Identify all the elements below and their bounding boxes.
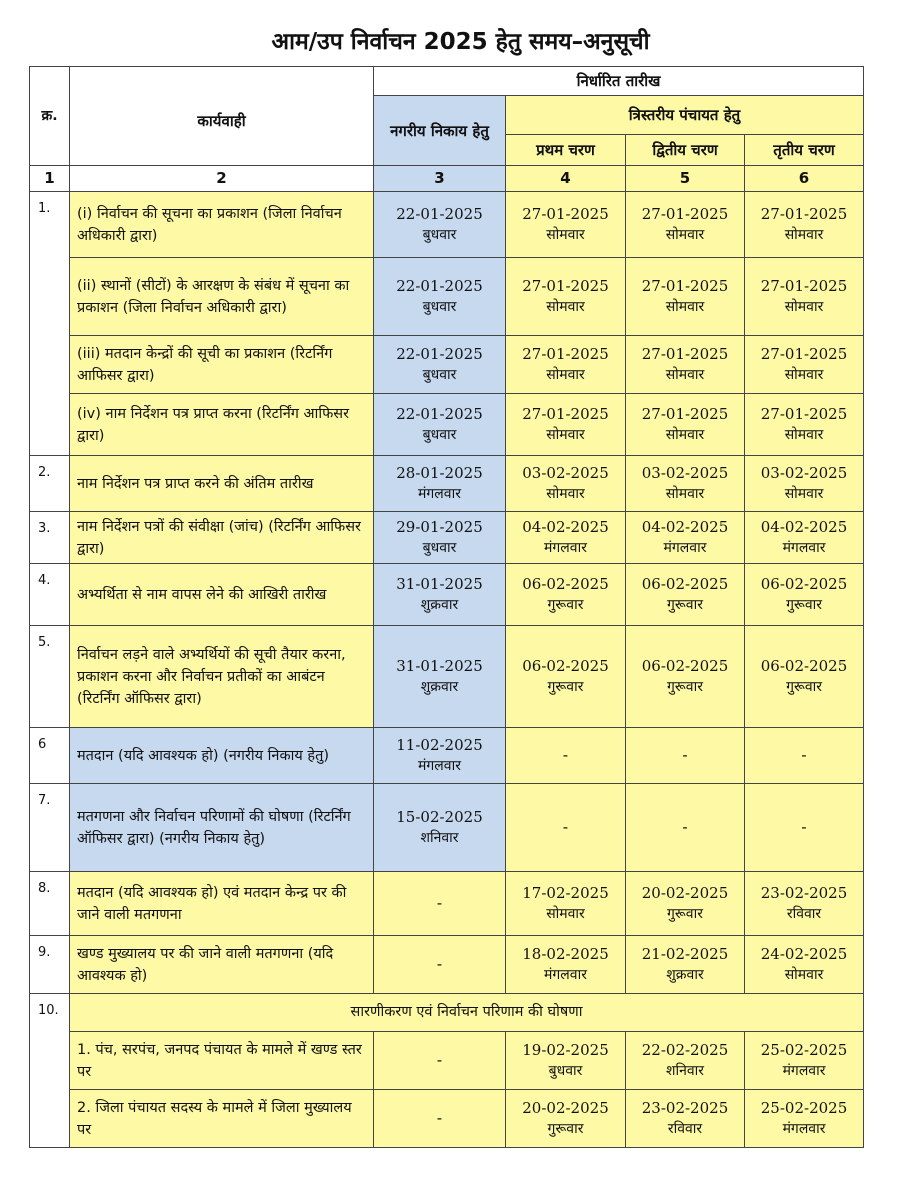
weekday-value: मंगलवार [782, 1120, 826, 1137]
date-value: 27-01-2025 [522, 344, 609, 363]
action-text: निर्वाचन लड़ने वाले अभ्यर्थियों की सूची तैयार करना, प्रकाशन करना और निर्वाचन प्रतीकों का आबंटन (रिटर्निंग ऑफिसर द्वारा) [70, 626, 374, 728]
phase2-date-cell [626, 512, 745, 564]
weekday-value: सोमवार [784, 366, 824, 383]
phase3-date-cell [745, 258, 864, 336]
date-value: 22-01-2025 [396, 276, 483, 295]
phase2-date-cell [626, 394, 745, 456]
phase1-date-cell [506, 456, 626, 512]
table-row [30, 728, 864, 784]
urban-date-cell: - [374, 872, 506, 936]
serial-number: 1. [30, 192, 70, 456]
date-value: 18-02-2025 [522, 944, 609, 963]
header-fixed-dates: निर्धारित तारीख [374, 67, 864, 96]
date-value: 23-02-2025 [760, 883, 848, 902]
date-value: 28-01-2025 [396, 463, 483, 482]
date-value: 19-02-2025 [522, 1040, 609, 1059]
phase3-date-cell [745, 1032, 864, 1090]
col-number: 2 [70, 166, 374, 192]
weekday-value: सोमवार [546, 226, 585, 243]
serial-number: 6 [30, 728, 70, 784]
table-row [30, 512, 864, 564]
table-row [30, 394, 864, 456]
urban-date-cell: - [374, 936, 506, 994]
date-value: 17-02-2025 [522, 883, 609, 902]
phase2-date-cell [626, 1090, 745, 1148]
phase1-date-cell [506, 512, 626, 564]
date-value: 27-01-2025 [522, 276, 609, 295]
table-row [30, 336, 864, 394]
weekday-value: सोमवार [784, 966, 824, 983]
date-value: 25-02-2025 [760, 1040, 848, 1059]
weekday-value: सोमवार [784, 485, 824, 502]
urban-date-cell [374, 258, 506, 336]
table-row [30, 1090, 864, 1148]
phase3-date-cell [745, 626, 864, 728]
weekday-value: शुक्रवार [420, 678, 459, 695]
action-text: मतदान (यदि आवश्यक हो) एवं मतदान केन्द्र पर की जाने वाली मतगणना [70, 872, 374, 936]
header-phase2: द्वितीय चरण [626, 135, 745, 166]
phase1-date-cell: - [506, 784, 626, 872]
action-text: (iii) मतदान केन्द्रों की सूची का प्रकाशन (रिटर्निंग आफिसर द्वारा) [70, 336, 374, 394]
date-value: 06-02-2025 [522, 574, 609, 593]
weekday-value: सोमवार [665, 426, 705, 443]
header-phase3: तृतीय चरण [745, 135, 864, 166]
date-value: 04-02-2025 [641, 517, 729, 536]
weekday-value: सोमवार [665, 298, 705, 315]
date-value: 25-02-2025 [760, 1098, 848, 1117]
phase3-date-cell [745, 564, 864, 626]
date-value: 27-01-2025 [760, 404, 848, 423]
weekday-value: गुरूवार [667, 905, 703, 922]
weekday-value: सोमवार [665, 226, 705, 243]
action-text: मतगणना और निर्वाचन परिणामों की घोषणा (रिटर्निंग ऑफिसर द्वारा) (नगरीय निकाय हेतु) [70, 784, 374, 872]
phase3-date-cell [745, 394, 864, 456]
weekday-value: गुरूवार [786, 596, 822, 613]
phase2-date-cell [626, 192, 745, 258]
serial-number: 8. [30, 872, 70, 936]
action-text: नाम निर्देशन पत्र प्राप्त करने की अंतिम तारीख [70, 456, 374, 512]
date-value: 03-02-2025 [522, 463, 609, 482]
phase3-date-cell [745, 936, 864, 994]
weekday-value: बुधवार [422, 298, 457, 315]
date-value: 03-02-2025 [641, 463, 729, 482]
phase1-date-cell: - [506, 728, 626, 784]
action-text: खण्ड मुख्यालय पर की जाने वाली मतगणना (यदि आवश्यक हो) [70, 936, 374, 994]
urban-date-cell [374, 626, 506, 728]
serial-number: 7. [30, 784, 70, 872]
date-value: 22-02-2025 [641, 1040, 729, 1059]
weekday-value: गुरूवार [547, 1120, 584, 1137]
urban-date-cell [374, 564, 506, 626]
phase3-date-cell [745, 872, 864, 936]
weekday-value: बुधवार [422, 426, 457, 443]
date-value: 27-01-2025 [760, 276, 848, 295]
serial-number: 5. [30, 626, 70, 728]
table-row [30, 1032, 864, 1090]
weekday-value: मंगलवार [418, 757, 461, 774]
date-value: 24-02-2025 [760, 944, 848, 963]
date-value: 27-01-2025 [641, 204, 729, 223]
weekday-value: शनिवार [420, 829, 459, 846]
weekday-value: गुरूवार [667, 596, 703, 613]
date-value: 27-01-2025 [760, 344, 848, 363]
date-value: 06-02-2025 [760, 656, 848, 675]
serial-number: 10. [30, 994, 70, 1148]
action-text: 1. पंच, सरपंच, जनपद पंचायत के मामले में खण्ड स्तर पर [70, 1032, 374, 1090]
urban-date-cell [374, 192, 506, 258]
phase2-date-cell [626, 1032, 745, 1090]
weekday-value: बुधवार [548, 1062, 583, 1079]
weekday-value: बुधवार [422, 366, 457, 383]
weekday-value: मंगलवार [418, 485, 461, 502]
urban-date-cell: - [374, 1090, 506, 1148]
date-value: 03-02-2025 [760, 463, 848, 482]
phase1-date-cell [506, 626, 626, 728]
table-row [30, 872, 864, 936]
weekday-value: सोमवार [665, 366, 705, 383]
table-row [30, 258, 864, 336]
phase3-date-cell [745, 512, 864, 564]
date-value: 29-01-2025 [396, 517, 483, 536]
merged-heading: सारणीकरण एवं निर्वाचन परिणाम की घोषणा [70, 994, 864, 1032]
weekday-value: बुधवार [422, 226, 457, 243]
serial-number: 9. [30, 936, 70, 994]
header-urban: नगरीय निकाय हेतु [374, 96, 506, 166]
table-row [30, 564, 864, 626]
date-value: 27-01-2025 [641, 344, 729, 363]
phase1-date-cell [506, 336, 626, 394]
date-value: 27-01-2025 [641, 404, 729, 423]
phase3-date-cell: - [745, 728, 864, 784]
phase2-date-cell: - [626, 784, 745, 872]
weekday-value: गुरूवार [547, 678, 584, 695]
schedule-table [29, 66, 864, 1148]
page-title: आम/उप निर्वाचन 2025 हेतु समय–अनुसूची [271, 29, 650, 55]
col-number: 4 [506, 166, 626, 192]
date-value: 21-02-2025 [641, 944, 729, 963]
header-phase1: प्रथम चरण [506, 135, 626, 166]
urban-date-cell [374, 336, 506, 394]
weekday-value: सोमवार [665, 485, 705, 502]
weekday-value: मंगलवार [782, 539, 826, 556]
phase1-date-cell [506, 394, 626, 456]
col-number: 6 [745, 166, 864, 192]
weekday-value: रविवार [786, 905, 822, 922]
table-row [30, 784, 864, 872]
weekday-value: मंगलवार [782, 1062, 826, 1079]
serial-number: 3. [30, 512, 70, 564]
date-value: 04-02-2025 [760, 517, 848, 536]
weekday-value: मंगलवार [544, 539, 587, 556]
urban-date-cell [374, 456, 506, 512]
phase1-date-cell [506, 258, 626, 336]
date-value: 22-01-2025 [396, 344, 483, 363]
phase1-date-cell [506, 192, 626, 258]
col-number: 3 [374, 166, 506, 192]
phase2-date-cell [626, 456, 745, 512]
date-value: 27-01-2025 [760, 204, 848, 223]
phase2-date-cell [626, 626, 745, 728]
date-value: 31-01-2025 [396, 656, 483, 675]
date-value: 06-02-2025 [522, 656, 609, 675]
date-value: 22-01-2025 [396, 404, 483, 423]
serial-number: 2. [30, 456, 70, 512]
date-value: 31-01-2025 [396, 574, 483, 593]
weekday-value: सोमवार [546, 485, 585, 502]
table-row [30, 936, 864, 994]
header-serial: क्र. [30, 67, 70, 166]
weekday-value: शनिवार [665, 1062, 705, 1079]
date-value: 11-02-2025 [396, 735, 483, 754]
phase1-date-cell [506, 564, 626, 626]
phase1-date-cell [506, 872, 626, 936]
phase3-date-cell: - [745, 784, 864, 872]
table-row [30, 626, 864, 728]
weekday-value: सोमवार [546, 905, 585, 922]
serial-number: 4. [30, 564, 70, 626]
table-row [30, 456, 864, 512]
date-value: 04-02-2025 [522, 517, 609, 536]
date-value: 27-01-2025 [641, 276, 729, 295]
action-text: मतदान (यदि आवश्यक हो) (नगरीय निकाय हेतु) [70, 728, 374, 784]
col-number: 5 [626, 166, 745, 192]
col-number: 1 [30, 166, 70, 192]
phase2-date-cell [626, 336, 745, 394]
date-value: 06-02-2025 [641, 574, 729, 593]
weekday-value: मंगलवार [544, 966, 587, 983]
phase2-date-cell [626, 936, 745, 994]
table-row [30, 192, 864, 258]
weekday-value: सोमवार [546, 298, 585, 315]
weekday-value: सोमवार [784, 298, 824, 315]
date-value: 27-01-2025 [522, 204, 609, 223]
weekday-value: सोमवार [784, 426, 824, 443]
weekday-value: रविवार [667, 1120, 703, 1137]
urban-date-cell: - [374, 1032, 506, 1090]
phase1-date-cell [506, 1032, 626, 1090]
weekday-value: शुक्रवार [420, 596, 459, 613]
action-text: अभ्यर्थिता से नाम वापस लेने की आखिरी तारीख [70, 564, 374, 626]
weekday-value: सोमवार [784, 226, 824, 243]
header-action: कार्यवाही [70, 67, 374, 166]
weekday-value: बुधवार [422, 539, 457, 556]
date-value: 27-01-2025 [522, 404, 609, 423]
urban-date-cell [374, 394, 506, 456]
phase3-date-cell [745, 192, 864, 258]
phase2-date-cell [626, 564, 745, 626]
urban-date-cell [374, 512, 506, 564]
phase1-date-cell [506, 1090, 626, 1148]
weekday-value: सोमवार [546, 426, 585, 443]
weekday-value: मंगलवार [663, 539, 707, 556]
action-text: (i) निर्वाचन की सूचना का प्रकाशन (जिला निर्वाचन अधिकारी द्वारा) [70, 192, 374, 258]
weekday-value: गुरूवार [667, 678, 703, 695]
date-value: 06-02-2025 [760, 574, 848, 593]
table-row [30, 994, 864, 1032]
phase1-date-cell [506, 936, 626, 994]
date-value: 15-02-2025 [396, 807, 483, 826]
date-value: 22-01-2025 [396, 204, 483, 223]
weekday-value: गुरूवार [786, 678, 822, 695]
action-text: (ii) स्थानों (सीटों) के आरक्षण के संबंध में सूचना का प्रकाशन (जिला निर्वाचन अधिकारी द्वारा) [70, 258, 374, 336]
weekday-value: गुरूवार [547, 596, 584, 613]
phase3-date-cell [745, 1090, 864, 1148]
action-text: नाम निर्देशन पत्रों की संवीक्षा (जांच) (रिटर्निंग आफिसर द्वारा) [70, 512, 374, 564]
urban-date-cell [374, 784, 506, 872]
phase2-date-cell: - [626, 728, 745, 784]
phase2-date-cell [626, 872, 745, 936]
action-text: (iv) नाम निर्देशन पत्र प्राप्त करना (रिटर्निंग आफिसर द्वारा) [70, 394, 374, 456]
phase2-date-cell [626, 258, 745, 336]
date-value: 06-02-2025 [641, 656, 729, 675]
weekday-value: सोमवार [546, 366, 585, 383]
date-value: 20-02-2025 [641, 883, 729, 902]
action-text: 2. जिला पंचायत सदस्य के मामले में जिला मुख्यालय पर [70, 1090, 374, 1148]
header-panchayat: त्रिस्तरीय पंचायत हेतु [506, 96, 864, 135]
column-number-row [30, 166, 864, 192]
phase3-date-cell [745, 456, 864, 512]
date-value: 23-02-2025 [641, 1098, 729, 1117]
date-value: 20-02-2025 [522, 1098, 609, 1117]
urban-date-cell [374, 728, 506, 784]
weekday-value: शुक्रवार [666, 966, 704, 983]
phase3-date-cell [745, 336, 864, 394]
